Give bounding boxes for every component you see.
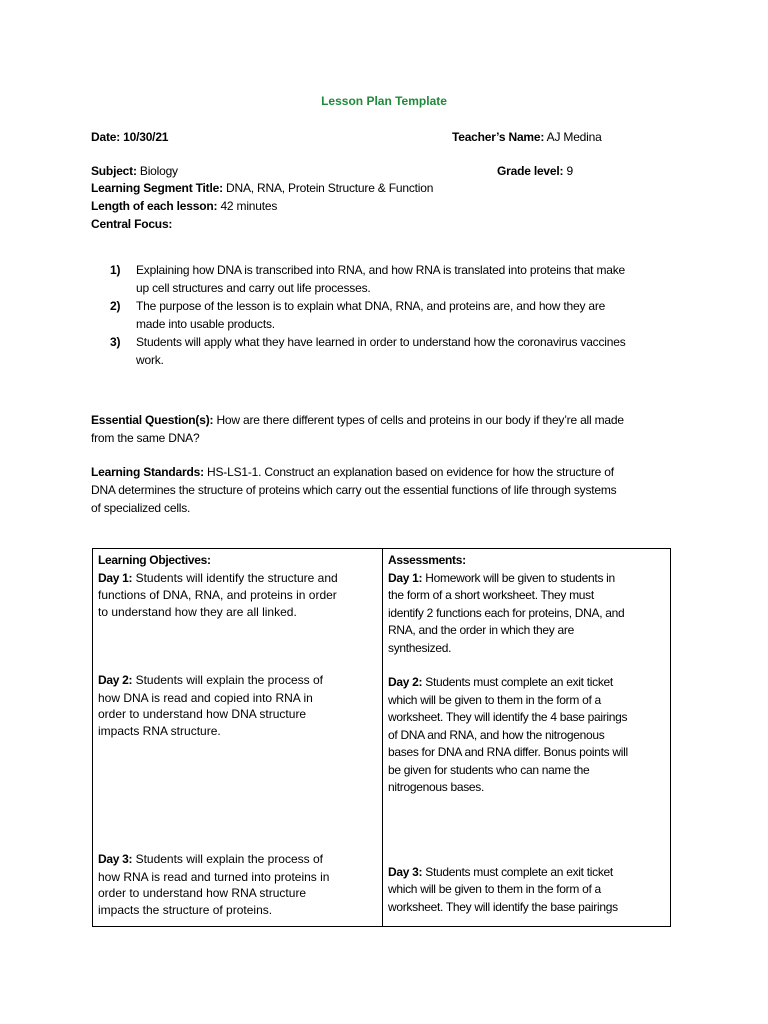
central-focus-heading: Central Focus: — [91, 217, 173, 231]
learning-standards — [91, 463, 691, 517]
assessments-header — [388, 552, 665, 570]
length-label: Length of each lesson: — [91, 199, 218, 213]
learning-standards-line: of specialized cells. — [91, 501, 191, 515]
list-text-line: made into usable products. — [136, 316, 275, 331]
day-label: Day 3: — [388, 864, 423, 879]
objective-line: impacts RNA structure. — [98, 723, 221, 738]
assessment-text: Students must complete an exit ticket — [425, 675, 613, 689]
learning-objectives-cell — [93, 549, 383, 927]
essential-question-text: How are there different types of cells and proteins in our body if they’re all made — [216, 413, 624, 427]
assessment-line: worksheet. They will identify the base pairings — [388, 899, 618, 914]
assessment-line: RNA, and the order in which they are — [388, 623, 574, 637]
teacher-field — [452, 130, 602, 144]
essential-question-label: Essential Question(s): — [91, 413, 214, 427]
assessment-line: bases for DNA and RNA differ. Bonus points will — [388, 745, 628, 759]
objective-line — [98, 672, 377, 690]
learning-standards-line: DNA determines the structure of proteins which carry out the essential functions of life through systems — [91, 483, 617, 497]
list-text-line: work. — [136, 352, 164, 367]
objective-text: Students will explain the process of — [135, 673, 323, 687]
list-item — [110, 334, 690, 369]
objectives-assessments-table — [92, 548, 671, 927]
objective-day-1 — [98, 570, 377, 621]
assessment-day-3 — [388, 864, 665, 917]
grade-value: 9 — [566, 164, 573, 178]
objective-line: to understand how they are all linked. — [98, 604, 297, 619]
objective-line — [98, 570, 377, 588]
assessment-line — [388, 674, 665, 692]
day-label: Day 2: — [98, 673, 133, 687]
table-row — [93, 549, 671, 927]
assessment-line: worksheet. They will identify the 4 base pairings — [388, 710, 628, 724]
grade-field — [497, 164, 573, 178]
assessment-line: which will be given to them in the form of a — [388, 692, 601, 707]
objective-day-3 — [98, 851, 377, 918]
assessment-text: Students must complete an exit ticket — [425, 864, 613, 879]
assessment-line: be given for students who can name the — [388, 762, 590, 777]
list-text-line: The purpose of the lesson is to explain what DNA, RNA, and proteins are, and how they are — [136, 299, 606, 313]
list-text-line: Students will apply what they have learned in order to understand how the coronavirus vaccines — [136, 335, 626, 349]
date-label: Date: — [91, 130, 121, 144]
assessment-day-1 — [388, 570, 665, 658]
learning-standards-line — [91, 463, 691, 481]
grade-label: Grade level: — [497, 164, 564, 178]
objective-text: Students will identify the structure and — [135, 570, 338, 585]
assessment-line: which will be given to them in the form of a — [388, 882, 601, 896]
list-text-line: up cell structures and carry out life processes. — [136, 280, 371, 295]
segment-title-field — [91, 181, 433, 195]
objective-text: Students will explain the process of — [135, 852, 323, 866]
list-number: 1) — [110, 263, 121, 277]
segment-label: Learning Segment Title: — [91, 181, 223, 195]
objective-line — [98, 851, 377, 869]
learning-standards-text: HS-LS1-1. Construct an explanation based on evidence for how the structure of — [207, 465, 614, 479]
objective-line: functions of DNA, RNA, and proteins in order — [98, 588, 337, 602]
list-text-line: Explaining how DNA is transcribed into RNA, and how RNA is translated into proteins that make — [136, 263, 625, 277]
list-item — [110, 298, 690, 333]
day-label: Day 2: — [388, 675, 423, 689]
assessment-line — [388, 570, 665, 588]
date-value: 10/30/21 — [123, 130, 169, 144]
assessment-line: the form of a short worksheet. They must — [388, 588, 594, 602]
assessments-header-text: Assessments: — [388, 553, 466, 567]
assessments-cell — [383, 549, 671, 927]
subject-label: Subject: — [91, 164, 137, 178]
objective-line: order to understand how DNA structure — [98, 707, 307, 721]
assessment-text: Homework will be given to students in — [425, 570, 615, 585]
assessment-line: nitrogenous bases. — [388, 780, 485, 794]
objective-line: how DNA is read and copied into RNA in — [98, 690, 313, 705]
list-number: 3) — [110, 335, 121, 349]
lesson-length-field — [91, 199, 277, 213]
list-number: 2) — [110, 299, 121, 313]
assessment-line: identify 2 functions each for proteins, DNA, and — [388, 605, 625, 620]
assessment-line — [388, 864, 665, 882]
subject-field — [91, 164, 178, 178]
objective-line: impacts the structure of proteins. — [98, 902, 273, 917]
date-field — [91, 130, 168, 144]
essential-question-line: from the same DNA? — [91, 431, 200, 445]
day-label: Day 1: — [98, 570, 133, 585]
central-focus-list — [110, 262, 690, 369]
assessment-line: synthesized. — [388, 640, 452, 655]
essential-question-line — [91, 411, 691, 429]
day-label: Day 3: — [98, 852, 133, 866]
segment-value: DNA, RNA, Protein Structure & Function — [226, 181, 434, 195]
list-item — [110, 262, 690, 297]
day-label: Day 1: — [388, 570, 423, 585]
essential-question — [91, 411, 691, 447]
assessment-line: of DNA and RNA, and how the nitrogenous — [388, 727, 605, 742]
objectives-header — [98, 552, 377, 570]
length-value: 42 minutes — [220, 199, 278, 213]
document-title: Lesson Plan Template — [321, 94, 447, 108]
assessment-day-2 — [388, 674, 665, 797]
objective-line: how RNA is read and turned into proteins in — [98, 869, 330, 884]
teacher-label: Teacher’s Name: — [452, 130, 545, 144]
objective-day-2 — [98, 672, 377, 739]
learning-standards-label: Learning Standards: — [91, 465, 204, 479]
objective-line: order to understand how RNA structure — [98, 886, 307, 900]
subject-value: Biology — [139, 164, 178, 178]
objectives-header-text: Learning Objectives: — [98, 553, 211, 567]
teacher-value: AJ Medina — [546, 130, 602, 144]
